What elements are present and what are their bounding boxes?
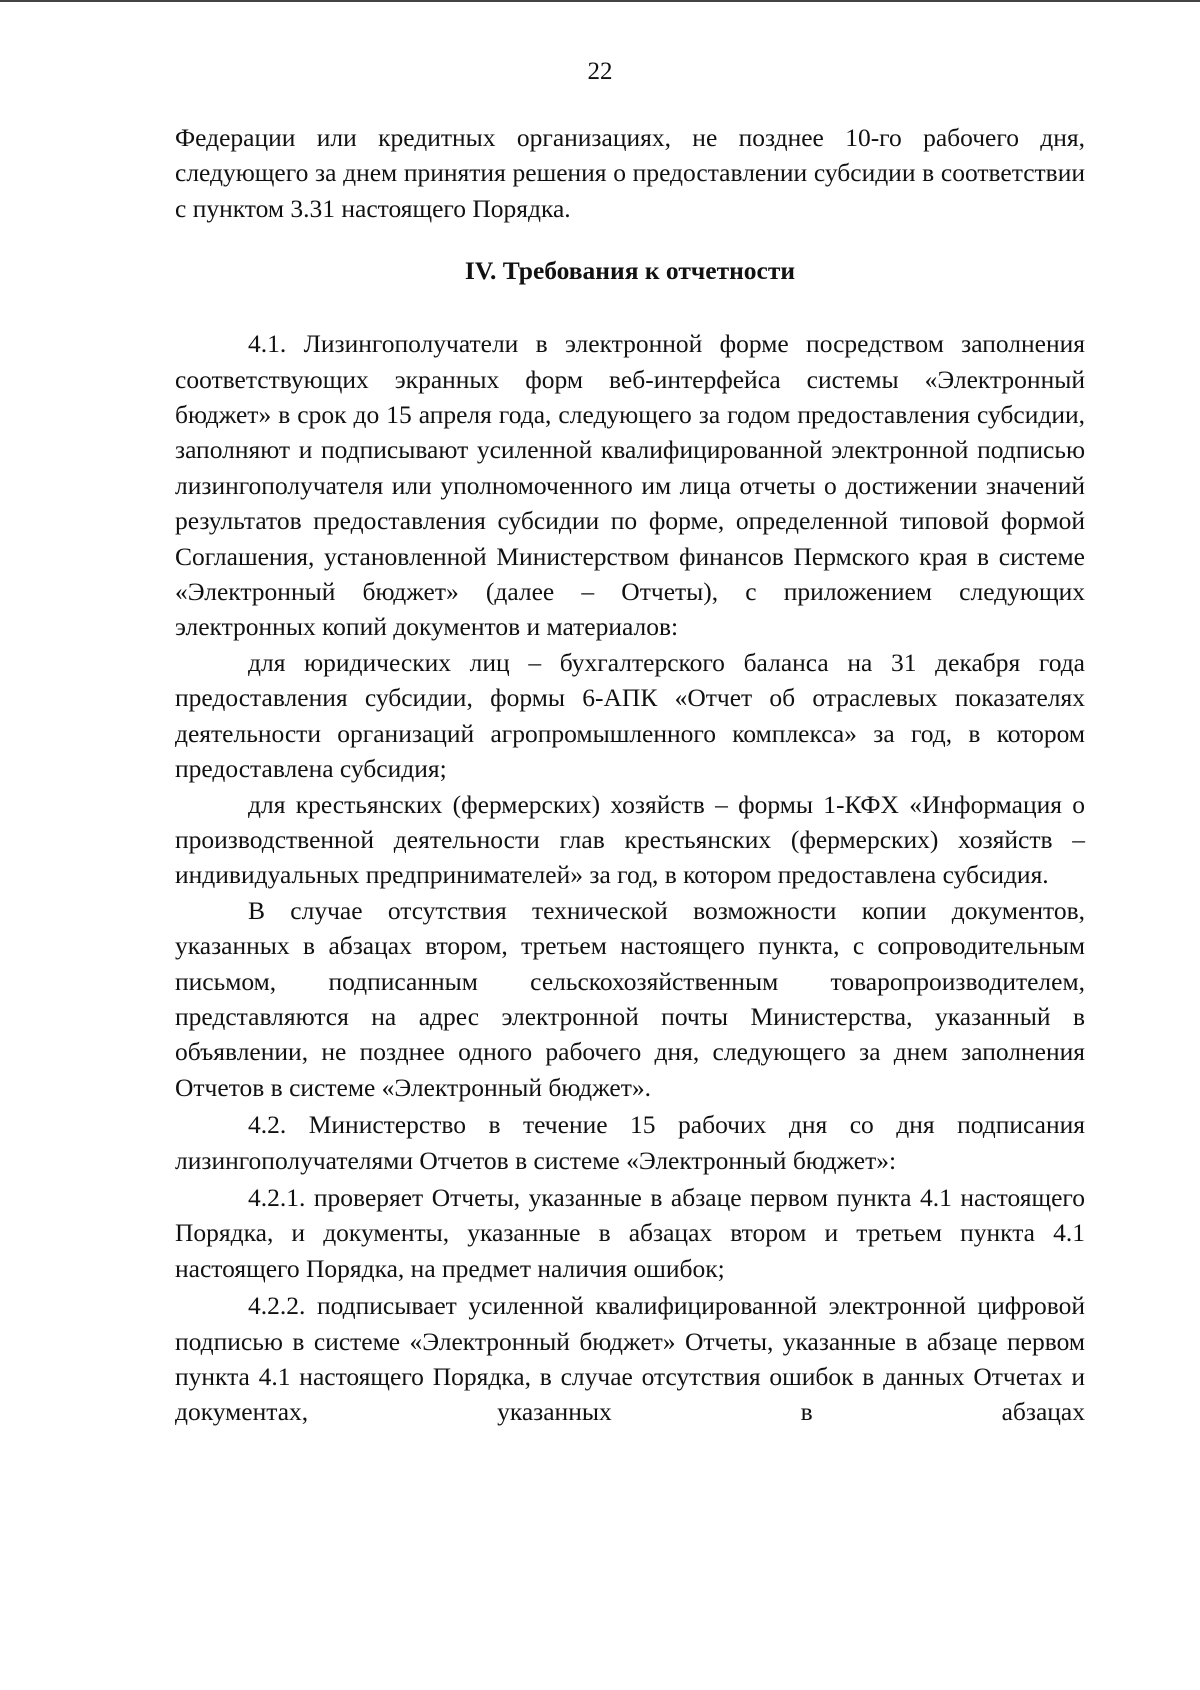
paragraph-legal-entities: для юридических лиц – бухгалтерского баланса на 31 декабря года предоставления субсидии, формы 6-АПК «Отчет об отраслевых показателях деятельности организаций агропромышленного комплекса» за год, в котором предоставлена субсидия; bbox=[175, 647, 1085, 784]
paragraph-4-2: 4.2. Министерство в течение 15 рабочих дня со дня подписания лизингополучателями Отчетов в системе «Электронный бюджет»: bbox=[175, 1110, 1085, 1175]
page-number: 22 bbox=[587, 58, 613, 85]
paragraph-4-1: 4.1. Лизингополучатели в электронной форме посредством заполнения соответствующих экранных форм веб-интерфейса системы «Электронный бюджет» в срок до 15 апреля года, следующего за годом предоставления субсидии, заполняют и подписывают усиленной квалифицированной электронной подписью лизингополучателя или уполномоченного им лица отчеты о достижении значений результатов предоставления субсидии по форме, определенной типовой формой Соглашения, установленной Министерством финансов Пермского края в системе «Электронный бюджет» (далее – Отчеты), с приложением следующих электронных копий документов и материалов: bbox=[175, 329, 1085, 642]
paragraph-no-technical-possibility: В случае отсутствия технической возможности копии документов, указанных в абзацах втором, третьем настоящего пункта, с сопроводительным письмом, подписанным сельскохозяйственным товаропроизводителем, представляются на адрес электронной почты Министерства, указанный в объявлении, не позднее одного рабочего дня, следующего за днем заполнения Отчетов в системе «Электронный бюджет». bbox=[175, 895, 1085, 1102]
section-heading: IV. Требования к отчетности bbox=[464, 256, 796, 286]
paragraph-4-2-1: 4.2.1. проверяет Отчеты, указанные в абзаце первом пункта 4.1 настоящего Порядка, и документы, указанные в абзацах втором и третьем пункта 4.1 настоящего Порядка, на предмет наличия ошибок; bbox=[175, 1182, 1085, 1283]
document-body bbox=[175, 120, 1085, 1430]
intro-paragraph: Федерации или кредитных организациях, не позднее 10-го рабочего дня, следующего за днем принятия решения о предоставлении субсидии в соответствии с пунктом 3.31 настоящего Порядка. bbox=[175, 123, 1085, 223]
paragraph-farms: для крестьянских (фермерских) хозяйств – формы 1-КФХ «Информация о производственной деятельности глав крестьянских (фермерских) хозяйств – индивидуальных предпринимателей» за год, в котором предоставлена субсидия. bbox=[175, 789, 1085, 890]
paragraph-4-2-2: 4.2.2. подписывает усиленной квалифицированной электронной цифровой подписью в системе «Электронный бюджет» Отчеты, указанные в абзаце первом пункта 4.1 настоящего Порядка, в случае отсутствия ошибок в данных Отчетах и документах, указанных в абзацах bbox=[175, 1291, 1085, 1427]
